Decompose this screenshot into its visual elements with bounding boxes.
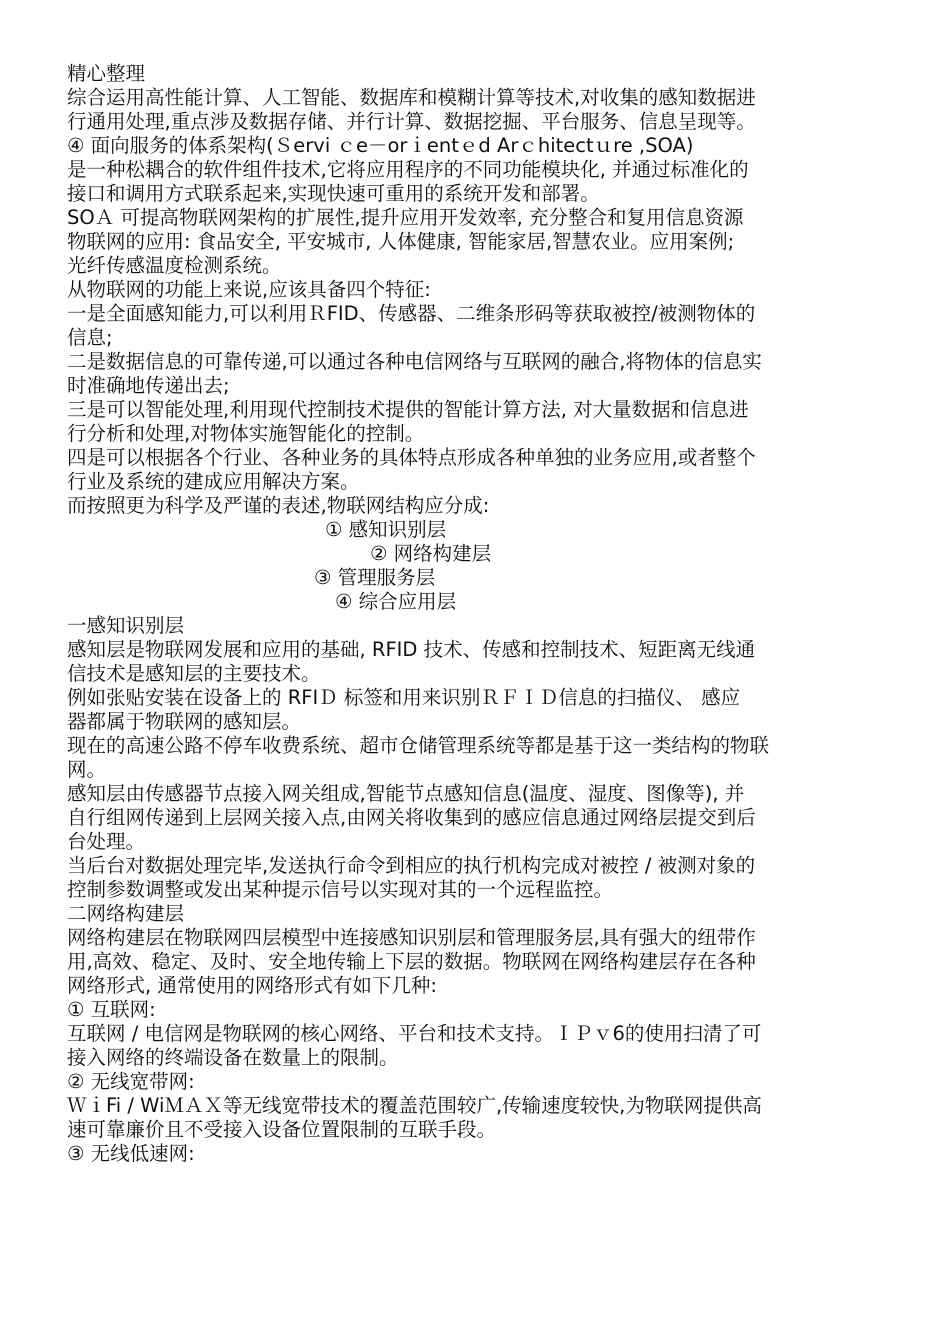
paragraph-line: 现在的高速公路不停车收费系统、超市仓储管理系统等都是基于这一类结构的物联 bbox=[67, 734, 770, 757]
paragraph-line: 网络形式, 通常使用的网络形式有如下几种: bbox=[67, 974, 437, 997]
paragraph-line: 二是数据信息的可靠传递,可以通过各种电信网络与互联网的融合,将物体的信息实 bbox=[67, 350, 762, 373]
paragraph-line: SOＡ 可提高物联网架构的扩展性,提升应用开发效率, 充分整合和复用信息资源 bbox=[67, 206, 744, 229]
paragraph-line: 行分析和处理,对物体实施智能化的控制。 bbox=[67, 422, 425, 445]
paragraph-line: 行业及系统的建成应用解决方案。 bbox=[67, 470, 360, 493]
layer-list-item: ④ 综合应用层 bbox=[335, 590, 457, 613]
paragraph-line: 互联网 / 电信网是物联网的核心网络、平台和技术支持。ＩＰｖ6的使用扫清了可 bbox=[67, 1022, 762, 1045]
paragraph-line: 光纤传感温度检测系统。 bbox=[67, 254, 282, 277]
paragraph-line: 速可靠廉价且不受接入设备位置限制的互联手段。 bbox=[67, 1118, 497, 1141]
paragraph-line: 三是可以智能处理,利用现代控制技术提供的智能计算方法, 对大量数据和信息进 bbox=[67, 398, 749, 421]
paragraph-line: 器都属于物联网的感知层。 bbox=[67, 710, 302, 733]
layer-list-item: ② 网络构建层 bbox=[370, 542, 492, 565]
paragraph-line: 行通用处理,重点涉及数据存储、并行计算、数据挖掘、平台服务、信息呈现等。 bbox=[67, 110, 756, 133]
list-item-heading: ① 互联网: bbox=[67, 998, 156, 1021]
section-heading: 二网络构建层 bbox=[67, 902, 185, 925]
document-page bbox=[67, 62, 883, 1166]
page-header: 精心整理 bbox=[67, 62, 146, 85]
paragraph-line: 信技术是感知层的主要技术。 bbox=[67, 662, 321, 685]
layer-list-item: ① 感知识别层 bbox=[325, 518, 447, 541]
paragraph-line: 例如张贴安装在设备上的 RFIＤ 标签和用来识别ＲＦＩＤ信息的扫描仪、 感应 bbox=[67, 686, 741, 709]
paragraph-line: 当后台对数据处理完毕,发送执行命令到相应的执行机构完成对被控 / 被测对象的 bbox=[67, 854, 756, 877]
paragraph-line: 控制参数调整或发出某种提示信号以实现对其的一个远程监控。 bbox=[67, 878, 614, 901]
paragraph-line: 感知层由传感器节点接入网关组成,智能节点感知信息(温度、湿度、图像等), 并 bbox=[67, 782, 745, 805]
paragraph-line: 是一种松耦合的软件组件技术,它将应用程序的不同功能模块化, 并通过标准化的 bbox=[67, 158, 749, 181]
section-heading: 一感知识别层 bbox=[67, 614, 185, 637]
paragraph-line: 台处理。 bbox=[67, 830, 146, 853]
paragraph-line: 时准确地传递出去; bbox=[67, 374, 230, 397]
paragraph-line: 综合运用高性能计算、人工智能、数据库和模糊计算等技术,对收集的感知数据进 bbox=[67, 86, 756, 109]
paragraph-line: 四是可以根据各个行业、各种业务的具体特点形成各种单独的业务应用,或者整个 bbox=[67, 446, 756, 469]
list-item-heading: ③ 无线低速网: bbox=[67, 1142, 195, 1165]
paragraph-line: 感知层是物联网发展和应用的基础, RFID 技术、传感和控制技术、短距离无线通 bbox=[67, 638, 756, 661]
paragraph-line: 而按照更为科学及严谨的表述,物联网结构应分成: bbox=[67, 494, 490, 517]
paragraph-line: 物联网的应用: 食品安全, 平安城市, 人体健康, 智能家居,智慧农业。应用案例; bbox=[67, 230, 735, 253]
paragraph-line: 网络构建层在物联网四层模型中连接感知识别层和管理服务层,具有强大的纽带作 bbox=[67, 926, 756, 949]
paragraph-line: 接入网络的终端设备在数量上的限制。 bbox=[67, 1046, 399, 1069]
paragraph-line: ④ 面向服务的体系架构(Ｓervi ｃe－orｉentｅd Arｃhitectｕre ,SOA) bbox=[67, 134, 694, 157]
paragraph-line: 网。 bbox=[67, 758, 107, 781]
paragraph-line: 一是全面感知能力,可以利用ＲFID、传感器、二维条形码等获取被控/被测物体的 bbox=[67, 302, 756, 325]
list-item-heading: ② 无线宽带网: bbox=[67, 1070, 195, 1093]
paragraph-line: ＷｉFi / WiＭＡＸ等无线宽带技术的覆盖范围较广,传输速度较快,为物联网提供高 bbox=[67, 1094, 762, 1117]
paragraph-line: 从物联网的功能上来说,应该具备四个特征: bbox=[67, 278, 431, 301]
layer-list-item: ③ 管理服务层 bbox=[314, 566, 436, 589]
paragraph-line: 信息; bbox=[67, 326, 113, 349]
paragraph-line: 用,高效、稳定、及时、安全地传输上下层的数据。物联网在网络构建层存在各种 bbox=[67, 950, 756, 973]
paragraph-line: 接口和调用方式联系起来,实现快速可重用的系统开发和部署。 bbox=[67, 182, 600, 205]
paragraph-line: 自行组网传递到上层网关接入点,由网关将收集到的感应信息通过网络层提交到后 bbox=[67, 806, 756, 829]
